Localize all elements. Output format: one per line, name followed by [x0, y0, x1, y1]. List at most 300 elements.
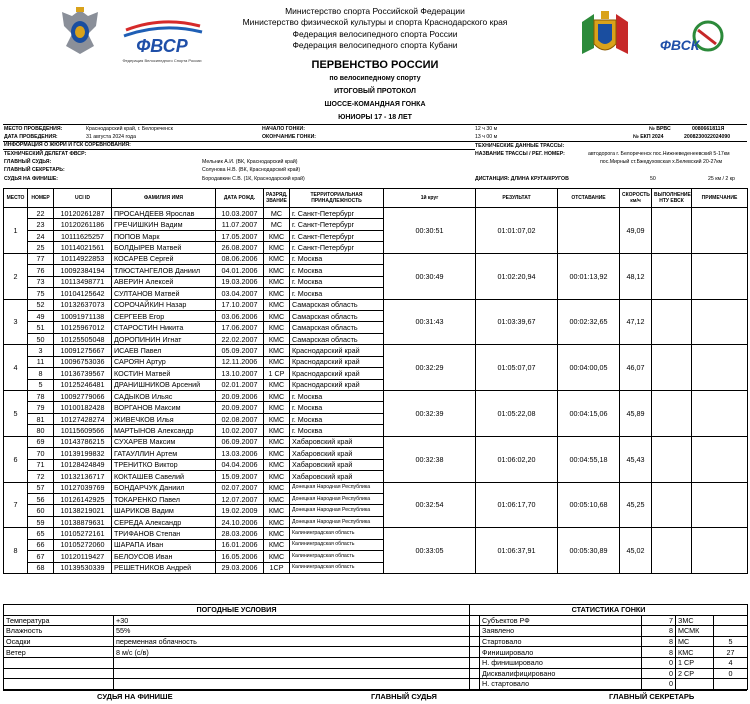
table-row [4, 208, 748, 219]
rider-dob: 11.07.2007 [216, 219, 264, 230]
team-place: 8 [4, 528, 28, 574]
rank-label: КМС [676, 647, 714, 658]
rank-empty [714, 679, 748, 690]
rider-region: Самарская область [290, 299, 384, 310]
finish-judge-label: СУДЬЯ НА ФИНИШЕ: [4, 176, 59, 182]
rider-rank: КМС [264, 333, 290, 344]
rider-name: ШАРАПА Иван [112, 539, 216, 550]
rider-name: БЕЛОУСОВ Иван [112, 551, 216, 562]
rider-rank: КМС [264, 310, 290, 321]
rider-dob: 22.02.2007 [216, 333, 264, 344]
rider-number: 60 [28, 505, 54, 516]
rider-region: Калининградская область [290, 539, 384, 550]
rider-number: 79 [28, 402, 54, 413]
stats-spacer [470, 626, 480, 637]
rider-number: 56 [28, 493, 54, 504]
team-gap [558, 208, 620, 254]
rider-uci-id: 10091275667 [54, 345, 112, 356]
ekp-label: № ЕКП 2024 [633, 134, 664, 140]
rider-dob: 02.08.2007 [216, 413, 264, 424]
rider-name: ГАТАУЛЛИН Артем [112, 448, 216, 459]
team-note [692, 253, 748, 299]
team-result: 01:01:07,02 [476, 208, 558, 254]
rider-uci-id: 10096753036 [54, 356, 112, 367]
col-header: НОМЕР [28, 189, 54, 208]
stats-label: Н. финишировало [480, 657, 642, 668]
org-line: Федерация велосипедного спорта России [292, 28, 458, 39]
track-name-value: автодорога г. Белореченск пос.Нижневеденеевский 5-17км [588, 151, 730, 157]
team-gap: 00:01:13,92 [558, 253, 620, 299]
rider-rank: КМС [264, 539, 290, 550]
rider-number: 71 [28, 459, 54, 470]
rider-dob: 12.11.2006 [216, 356, 264, 367]
rider-uci-id: 10127428274 [54, 413, 112, 424]
rider-name: ВОРГАНОВ Максим [112, 402, 216, 413]
rider-rank: КМС [264, 322, 290, 333]
org-line: Министерство спорта Российской Федерации [285, 6, 465, 16]
rank-value [714, 626, 748, 637]
rider-rank: КМС [264, 413, 290, 424]
team-ntu [652, 436, 692, 482]
stats-label: Финишировало [480, 647, 642, 658]
rider-rank: КМС [264, 471, 290, 482]
rider-rank: КМС [264, 516, 290, 527]
rider-uci-id: 10105272060 [54, 539, 112, 550]
rider-name: СТАРОСТИН Никита [112, 322, 216, 333]
team-speed: 45,02 [620, 528, 652, 574]
rider-uci-id: 10127039769 [54, 482, 112, 493]
rider-uci-id: 10092779066 [54, 391, 112, 402]
table-row [4, 528, 748, 539]
rider-rank: КМС [264, 242, 290, 253]
team-place: 2 [4, 253, 28, 299]
rider-dob: 17.10.2007 [216, 299, 264, 310]
rider-number: 24 [28, 230, 54, 241]
rider-region: Хабаровский край [290, 471, 384, 482]
team-gap: 00:04:15,06 [558, 391, 620, 437]
stats-label: Субъектов РФ [480, 615, 642, 626]
rider-name: СЕРЕДА Александр [112, 516, 216, 527]
rider-name: ИСАЕВ Павел [112, 345, 216, 356]
rider-name: САДЫКОВ Ильяс [112, 391, 216, 402]
rider-number: 68 [28, 562, 54, 573]
rider-region: Краснодарский край [290, 368, 384, 379]
rank-value: 27 [714, 647, 748, 658]
rider-name: ПРОСАНДЕЕВ Ярослав [112, 208, 216, 219]
team-result: 01:06:17,70 [476, 482, 558, 528]
rank-value: 0 [714, 668, 748, 679]
rider-rank: МС [264, 208, 290, 219]
rider-dob: 17.06.2007 [216, 322, 264, 333]
rider-region: Самарская область [290, 333, 384, 344]
rider-number: 75 [28, 288, 54, 299]
rider-rank: КМС [264, 459, 290, 470]
stats-title: СТАТИСТИКА ГОНКИ [470, 605, 748, 616]
weather-label: Ветер [4, 647, 114, 658]
rider-rank: 1СР [264, 562, 290, 573]
rider-region: г. Москва [290, 265, 384, 276]
rider-number: 57 [28, 482, 54, 493]
results-body [4, 208, 748, 574]
rider-number: 59 [28, 516, 54, 527]
team-ntu [652, 482, 692, 528]
rider-region: г. Москва [290, 253, 384, 264]
rank-label: МС [676, 636, 714, 647]
rider-uci-id: 10091971138 [54, 310, 112, 321]
team-lap1: 00:33:05 [384, 528, 476, 574]
rider-uci-id: 10132637073 [54, 299, 112, 310]
team-ntu [652, 528, 692, 574]
team-lap1: 00:32:54 [384, 482, 476, 528]
team-place: 1 [4, 208, 28, 254]
svg-text:ФВСК: ФВСК [660, 37, 700, 53]
rank-label: МСМК [676, 626, 714, 637]
rider-name: СУХАРЕВ Максим [112, 436, 216, 447]
rider-uci-id: 10114021561 [54, 242, 112, 253]
rider-rank: КМС [264, 528, 290, 539]
team-note [692, 208, 748, 254]
rider-region: г. Москва [290, 288, 384, 299]
stats-value: 8 [642, 647, 676, 658]
rider-rank: КМС [264, 448, 290, 459]
rider-name: ДРАНИШНИКОВ Арсений [112, 379, 216, 390]
rider-uci-id: 10120261287 [54, 208, 112, 219]
rider-dob: 10.02.2007 [216, 425, 264, 436]
rider-region: г. Москва [290, 402, 384, 413]
start-label: НАЧАЛО ГОНКИ: [262, 126, 305, 132]
rider-dob: 04.04.2006 [216, 459, 264, 470]
rider-uci-id: 10092384194 [54, 265, 112, 276]
rank-value: 4 [714, 657, 748, 668]
rider-uci-id: 10125246481 [54, 379, 112, 390]
rider-uci-id: 10105272161 [54, 528, 112, 539]
rider-number: 70 [28, 448, 54, 459]
chief-secretary-signature: ГЛАВНЫЙ СЕКРЕТАРЬ [609, 692, 695, 701]
rider-dob: 10.03.2007 [216, 208, 264, 219]
rider-rank: КМС [264, 299, 290, 310]
signatures-footer [3, 690, 747, 704]
col-header: СКОРОСТЬ км/ч [620, 189, 652, 208]
rider-rank: КМС [264, 379, 290, 390]
rider-uci-id: 10120261186 [54, 219, 112, 230]
rider-region: Хабаровский край [290, 436, 384, 447]
rider-dob: 29.03.2006 [216, 562, 264, 573]
rider-dob: 08.06.2006 [216, 253, 264, 264]
rider-region: Калининградская область [290, 528, 384, 539]
stats-label: Н. стартовало [480, 679, 642, 690]
rider-dob: 16.01.2006 [216, 539, 264, 550]
stats-spacer [470, 668, 480, 679]
rider-rank: КМС [264, 436, 290, 447]
table-row [4, 299, 748, 310]
rider-number: 52 [28, 299, 54, 310]
team-gap: 00:02:32,65 [558, 299, 620, 345]
rider-rank: МС [264, 219, 290, 230]
rider-dob: 19.03.2006 [216, 276, 264, 287]
col-header: ОТСТАВАНИЕ [558, 189, 620, 208]
rider-number: 78 [28, 391, 54, 402]
col-header: ФАМИЛИЯ ИМЯ [112, 189, 216, 208]
rider-number: 51 [28, 322, 54, 333]
rider-region: Донецкая Народная Республика [290, 482, 384, 493]
rider-uci-id: 10120119427 [54, 551, 112, 562]
tech-delegate-label: ТЕХНИЧЕСКИЙ ДЕЛЕГАТ ФВСР: [4, 151, 87, 157]
team-gap: 00:05:10,68 [558, 482, 620, 528]
stats-row [4, 679, 748, 690]
stats-label: Дисквалифицировано [480, 668, 642, 679]
col-header: ПРИМЕЧАНИЕ [692, 189, 748, 208]
rider-dob: 03.06.2006 [216, 310, 264, 321]
rider-uci-id: 10126142925 [54, 493, 112, 504]
rider-number: 81 [28, 413, 54, 424]
rider-uci-id: 10111625257 [54, 230, 112, 241]
rider-number: 5 [28, 379, 54, 390]
team-note [692, 299, 748, 345]
weather-empty [4, 679, 114, 690]
rider-name: КОСАРЕВ Сергей [112, 253, 216, 264]
rider-number: 3 [28, 345, 54, 356]
rider-number: 66 [28, 539, 54, 550]
rider-number: 22 [28, 208, 54, 219]
team-ntu [652, 391, 692, 437]
org-line: Федерация велосипедного спорта Кубани [292, 40, 458, 51]
rider-dob: 28.03.2006 [216, 528, 264, 539]
rider-region: Хабаровский край [290, 448, 384, 459]
place-label: МЕСТО ПРОВЕДЕНИЯ: [4, 126, 63, 132]
end-value: 13 ч 00 м [475, 134, 498, 140]
rank-value [714, 615, 748, 626]
org-line: Министерство физической культуры и спорта Краснодарского края [242, 17, 508, 28]
team-speed: 45,43 [620, 436, 652, 482]
rider-name: ГРЕЧИШКИН Вадим [112, 219, 216, 230]
date-value: 31 августа 2024 года [86, 134, 136, 140]
rider-region: г. Москва [290, 276, 384, 287]
rider-dob: 20.09.2007 [216, 402, 264, 413]
category-title: ЮНИОРЫ 17 - 18 ЛЕТ [338, 114, 412, 121]
weather-empty [4, 668, 114, 679]
team-result: 01:05:22,08 [476, 391, 558, 437]
col-header: ВЫПОЛНЕНИЕ НТУ ЕВСК [652, 189, 692, 208]
table-header-row [4, 189, 748, 208]
rider-name: КОСТИН Матвей [112, 368, 216, 379]
team-result: 01:06:37,91 [476, 528, 558, 574]
rider-region: г. Санкт-Петербург [290, 219, 384, 230]
rider-rank: КМС [264, 391, 290, 402]
rider-dob: 06.09.2007 [216, 436, 264, 447]
team-place: 6 [4, 436, 28, 482]
rider-number: 23 [28, 219, 54, 230]
rider-dob: 19.02.2009 [216, 505, 264, 516]
start-value: 12 ч 30 м [475, 126, 498, 132]
rider-name: ПОПОВ Марк [112, 230, 216, 241]
rider-region: Хабаровский край [290, 459, 384, 470]
rider-dob: 15.09.2007 [216, 471, 264, 482]
jury-info-label: ИНФОРМАЦИЯ О ЖЮРИ И ГСК СОРЕВНОВАНИЯ: [4, 142, 131, 148]
rider-region: г. Санкт-Петербург [290, 242, 384, 253]
rider-rank: КМС [264, 425, 290, 436]
rider-rank: КМС [264, 345, 290, 356]
team-result: 01:06:02,20 [476, 436, 558, 482]
rider-name: БОЛДЫРЕВ Матвей [112, 242, 216, 253]
rider-name: МАРТЫНОВ Александр [112, 425, 216, 436]
rider-rank: КМС [264, 505, 290, 516]
team-speed: 49,09 [620, 208, 652, 254]
page-subtitle: по велосипедному спорту [329, 75, 421, 82]
rider-dob: 24.10.2006 [216, 516, 264, 527]
weather-empty [114, 679, 470, 690]
rider-region: г. Москва [290, 425, 384, 436]
rider-uci-id: 10138219021 [54, 505, 112, 516]
rider-name: АВЕРИН Алексей [112, 276, 216, 287]
stats-spacer [470, 679, 480, 690]
rider-name: СЕРГЕЕВ Егор [112, 310, 216, 321]
rider-dob: 26.08.2007 [216, 242, 264, 253]
col-header: РАЗРЯД, ЗВАНИЕ [264, 189, 290, 208]
weather-empty [114, 657, 470, 668]
team-result: 01:05:07,07 [476, 345, 558, 391]
svg-text:ФВСР: ФВСР [136, 36, 188, 56]
team-lap1: 00:31:43 [384, 299, 476, 345]
team-note [692, 528, 748, 574]
team-speed: 47,12 [620, 299, 652, 345]
rider-uci-id: 10100182428 [54, 402, 112, 413]
rider-uci-id: 10128424849 [54, 459, 112, 470]
rider-uci-id: 10138879631 [54, 516, 112, 527]
stats-value: 0 [642, 679, 676, 690]
rider-dob: 12.07.2007 [216, 493, 264, 504]
ekp-value: 2008230022024090 [684, 134, 731, 140]
rider-number: 25 [28, 242, 54, 253]
stats-row [4, 657, 748, 668]
rider-dob: 04.01.2006 [216, 265, 264, 276]
team-note [692, 345, 748, 391]
rider-name: СУЛТАНОВ Матвей [112, 288, 216, 299]
rider-region: г. Санкт-Петербург [290, 208, 384, 219]
team-gap: 00:05:30,89 [558, 528, 620, 574]
rider-region: Калининградская область [290, 562, 384, 573]
rider-uci-id: 10139530339 [54, 562, 112, 573]
rider-number: 11 [28, 356, 54, 367]
rider-dob: 16.05.2006 [216, 551, 264, 562]
rider-number: 77 [28, 253, 54, 264]
team-note [692, 482, 748, 528]
rider-uci-id: 10113498771 [54, 276, 112, 287]
team-gap: 00:04:55,18 [558, 436, 620, 482]
table-row [4, 345, 748, 356]
team-result: 01:03:39,67 [476, 299, 558, 345]
table-row [4, 436, 748, 447]
rider-name: ШАРИКОВ Вадим [112, 505, 216, 516]
team-place: 5 [4, 391, 28, 437]
team-lap1: 00:30:51 [384, 208, 476, 254]
finish-judge-value: Бородавкин С.В. (1К, Краснодарский край) [202, 176, 305, 182]
track-name-label: НАЗВАНИЕ ТРАССЫ / РЕГ. НОМЕР: [475, 151, 565, 157]
date-label: ДАТА ПРОВЕДЕНИЯ: [4, 134, 58, 140]
rider-rank: КМС [264, 230, 290, 241]
chief-judge-value: Мельник А.И. (ВК, Краснодарский край) [202, 159, 298, 165]
team-speed: 46,07 [620, 345, 652, 391]
chief-secretary-value: Солунова Н.В. (ВК, Краснодарский край) [202, 167, 301, 173]
stats-spacer [470, 636, 480, 647]
rider-region: г. Москва [290, 413, 384, 424]
col-header: 1й круг [384, 189, 476, 208]
weather-value: 8 м/с (с/в) [114, 647, 470, 658]
team-lap1: 00:32:38 [384, 436, 476, 482]
team-lap1: 00:32:39 [384, 391, 476, 437]
chief-secretary-label: ГЛАВНЫЙ СЕКРЕТАРЬ: [4, 167, 65, 173]
col-header: UCI ID [54, 189, 112, 208]
table-row [4, 482, 748, 493]
weather-value: переменная облачность [114, 636, 470, 647]
rider-number: 72 [28, 471, 54, 482]
protocol-title: ИТОГОВЫЙ ПРОТОКОЛ [334, 88, 416, 95]
rider-dob: 02.07.2007 [216, 482, 264, 493]
col-header: ДАТА РОЖД. [216, 189, 264, 208]
rider-uci-id: 10139199832 [54, 448, 112, 459]
team-speed: 45,25 [620, 482, 652, 528]
rank-label: 1 СР [676, 657, 714, 668]
rider-number: 65 [28, 528, 54, 539]
rider-region: Краснодарский край [290, 356, 384, 367]
team-gap: 00:04:00,05 [558, 345, 620, 391]
stats-row [4, 636, 748, 647]
rider-number: 76 [28, 265, 54, 276]
end-label: ОКОНЧАНИЕ ГОНКИ: [262, 134, 317, 140]
rider-name: ТРИФАНОВ Степан [112, 528, 216, 539]
stats-value: 8 [642, 636, 676, 647]
weather-label: Влажность [4, 626, 114, 637]
weather-empty [114, 668, 470, 679]
stats-spacer [470, 657, 480, 668]
rider-uci-id: 10125967012 [54, 322, 112, 333]
col-header: РЕЗУЛЬТАТ [476, 189, 558, 208]
rider-rank: КМС [264, 276, 290, 287]
rank-label: ЗМС [676, 615, 714, 626]
rider-region: г. Санкт-Петербург [290, 230, 384, 241]
rider-uci-id: 10132136717 [54, 471, 112, 482]
rider-number: 67 [28, 551, 54, 562]
team-place: 7 [4, 482, 28, 528]
rider-rank: 1 СР [264, 368, 290, 379]
weather-value: +30 [114, 615, 470, 626]
stats-spacer [470, 615, 480, 626]
team-place: 4 [4, 345, 28, 391]
vrvs-value: 0080661811Я [692, 126, 725, 132]
rider-name: ДОРОПИНИН Игнат [112, 333, 216, 344]
route-value: пос.Мирный ст.Бжедуховская х.Белевский 20-27км [600, 159, 723, 165]
team-ntu [652, 253, 692, 299]
rider-name: БОНДАРЧУК Даниил [112, 482, 216, 493]
team-ntu [652, 208, 692, 254]
rider-number: 49 [28, 310, 54, 321]
stats-value: 0 [642, 668, 676, 679]
rider-name: ТОКАРЕНКО Павел [112, 493, 216, 504]
team-speed: 48,12 [620, 253, 652, 299]
rider-rank: КМС [264, 253, 290, 264]
distance-value: 50 [650, 176, 656, 182]
stats-row [4, 615, 748, 626]
rider-uci-id: 10143786215 [54, 436, 112, 447]
rider-name: ЖИВЕЧКОВ Илья [112, 413, 216, 424]
rider-number: 73 [28, 276, 54, 287]
rider-rank: КМС [264, 356, 290, 367]
rider-name: ТРЕНИТКО Виктор [112, 459, 216, 470]
rider-uci-id: 10114922853 [54, 253, 112, 264]
stats-row [4, 668, 748, 679]
rider-name: САРОЯН Артур [112, 356, 216, 367]
stats-row [4, 647, 748, 658]
rider-name: КОКТАШЕВ Савелий [112, 471, 216, 482]
